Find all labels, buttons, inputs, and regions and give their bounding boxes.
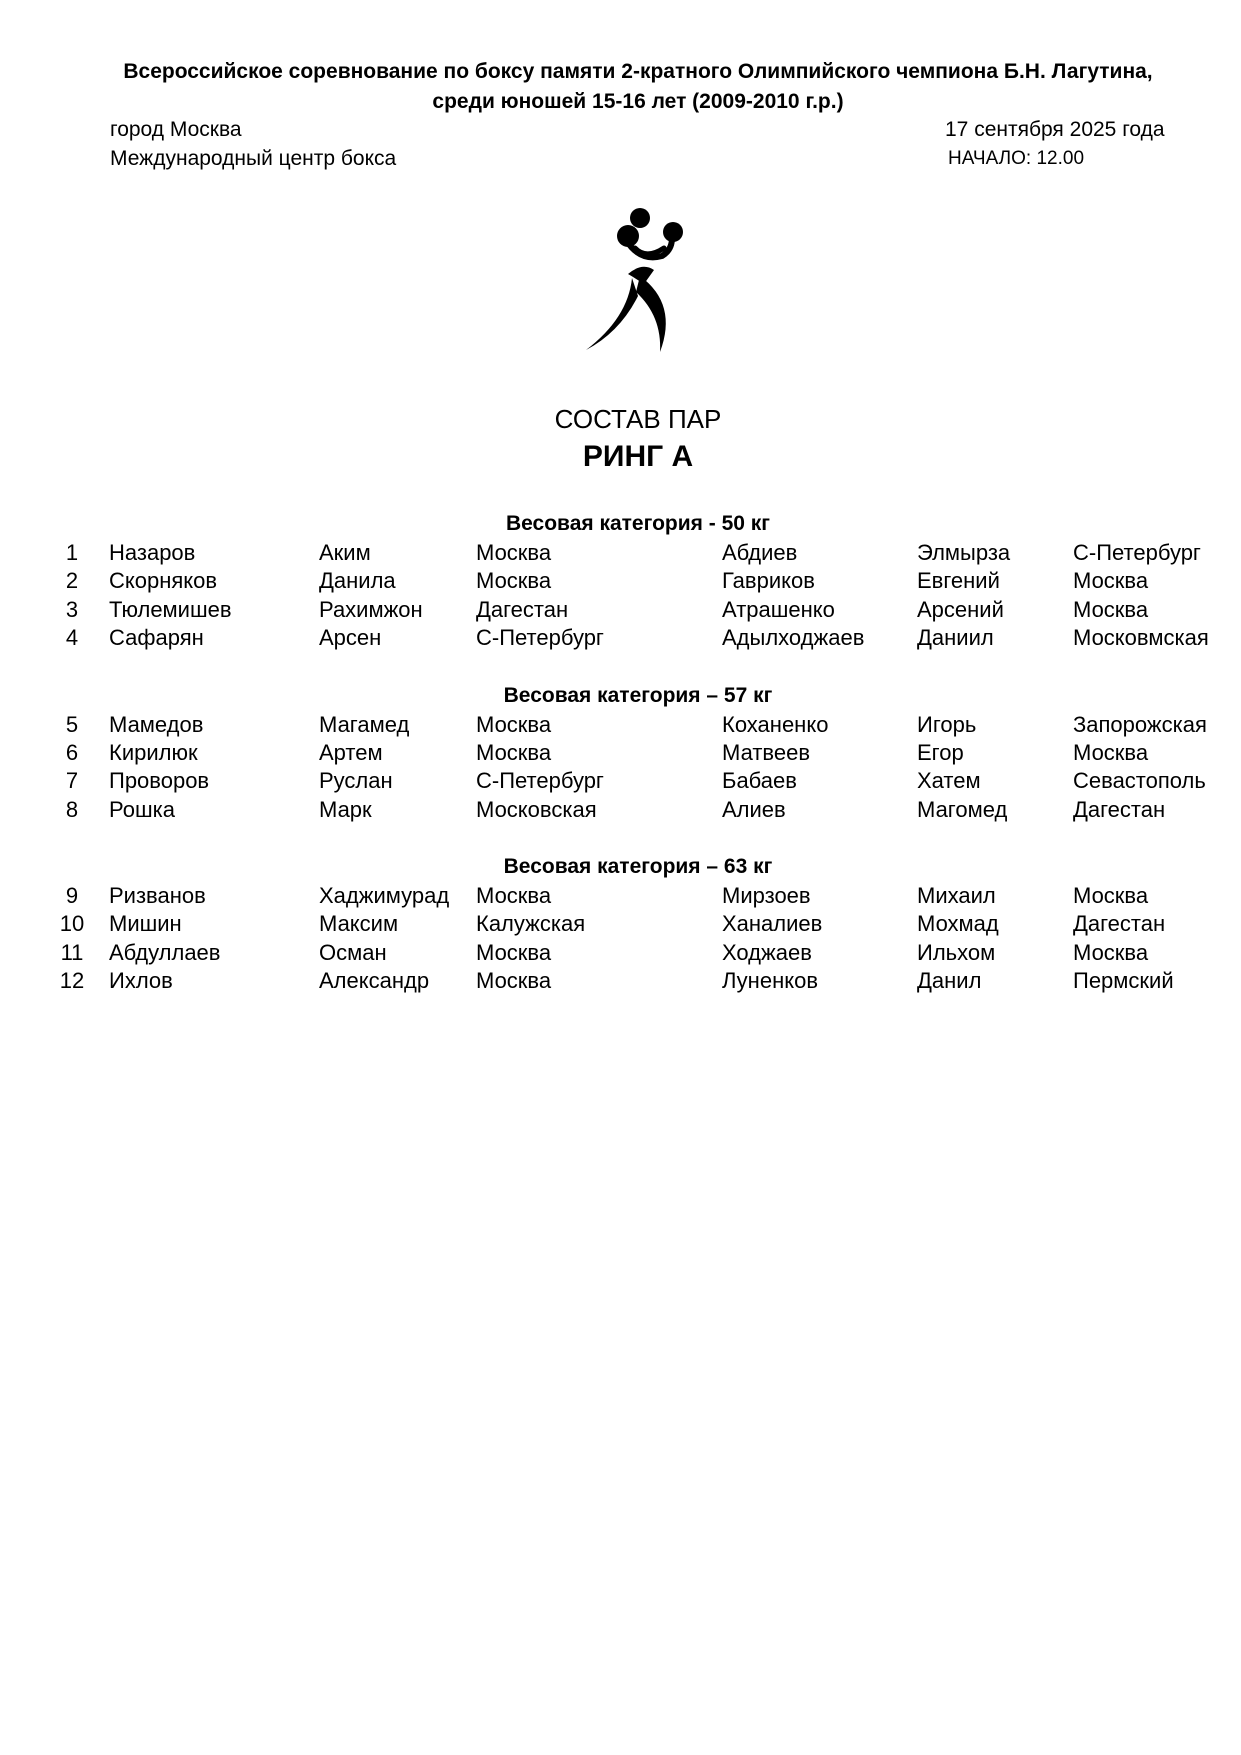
boxer-b-last-name: Алиев — [722, 797, 786, 822]
boxer-a-first-name: Магамед — [319, 712, 410, 737]
boxer-b-region: Дагестан — [1073, 911, 1166, 936]
boxer-a-region: Москва — [476, 540, 552, 565]
boxer-b-last-name: Ханалиев — [722, 911, 823, 936]
boxer-a-region: Москва — [476, 740, 552, 765]
boxer-a-first-name: Марк — [319, 797, 372, 822]
boxer-b-region: Дагестан — [1073, 797, 1166, 822]
boxer-a-last-name: Мишин — [109, 911, 182, 936]
boxer-a-last-name: Рошка — [109, 797, 175, 822]
boxer-a-first-name: Артем — [319, 740, 383, 765]
boxer-a-region: Москва — [476, 940, 552, 965]
category-heading-63kg: Весовая категория – 63 кг — [503, 855, 773, 878]
boxer-b-last-name: Луненков — [722, 968, 819, 993]
boxer-a-last-name: Абдуллаев — [109, 940, 221, 965]
table-row — [0, 883, 1241, 911]
bout-number: 9 — [65, 883, 79, 908]
boxer-b-first-name: Элмырза — [917, 540, 1011, 565]
boxer-b-region: С-Петербург — [1073, 540, 1201, 565]
boxer-b-last-name: Бабаев — [722, 768, 797, 793]
boxer-a-last-name: Ризванов — [109, 883, 206, 908]
category-heading-57kg: Весовая категория – 57 кг — [503, 684, 773, 707]
boxer-a-region: С-Петербург — [476, 625, 604, 650]
boxer-b-last-name: Ходжаев — [722, 940, 812, 965]
boxer-b-first-name: Даниил — [917, 625, 994, 650]
boxer-b-first-name: Игорь — [917, 712, 977, 737]
bout-number: 12 — [59, 968, 85, 993]
boxer-a-first-name: Рахимжон — [319, 597, 423, 622]
boxer-b-region: Москва — [1073, 597, 1149, 622]
bout-number: 2 — [65, 568, 79, 593]
boxer-a-last-name: Кирилюк — [109, 740, 198, 765]
venue-label: Международный центр бокса — [110, 147, 397, 170]
table-row — [0, 911, 1241, 939]
boxer-pictogram-icon — [580, 200, 690, 360]
table-row — [0, 968, 1241, 996]
table-row — [0, 768, 1241, 796]
boxer-b-first-name: Егор — [917, 740, 964, 765]
table-row — [0, 712, 1241, 740]
boxer-a-region: Москва — [476, 568, 552, 593]
table-row — [0, 797, 1241, 825]
boxer-a-last-name: Назаров — [109, 540, 196, 565]
boxer-a-last-name: Мамедов — [109, 712, 204, 737]
boxer-b-last-name: Коханенко — [722, 712, 829, 737]
title-line-1: Всероссийское соревнование по боксу памяти 2-кратного Олимпийского чемпиона Б.Н. Лагутина, — [123, 60, 1153, 83]
boxer-b-first-name: Евгений — [917, 568, 1000, 593]
boxer-a-last-name: Тюлемишев — [109, 597, 232, 622]
boxer-a-first-name: Александр — [319, 968, 430, 993]
boxer-b-region: Москва — [1073, 883, 1149, 908]
boxer-b-region: Московмская — [1073, 625, 1209, 650]
boxer-b-last-name: Адылходжаев — [722, 625, 865, 650]
boxer-b-last-name: Мирзоев — [722, 883, 811, 908]
bout-number: 1 — [65, 540, 79, 565]
category-heading-50kg: Весовая категория - 50 кг — [505, 512, 771, 535]
boxer-a-region: Калужская — [476, 911, 586, 936]
table-row — [0, 625, 1241, 653]
bout-number: 8 — [65, 797, 79, 822]
boxer-a-first-name: Руслан — [319, 768, 393, 793]
boxer-b-region: Москва — [1073, 740, 1149, 765]
boxer-b-first-name: Хатем — [917, 768, 981, 793]
boxer-a-first-name: Хаджимурад — [319, 883, 450, 908]
boxer-a-region: Московская — [476, 797, 597, 822]
date-label: 17 сентября 2025 года — [945, 118, 1165, 141]
boxer-a-region: Москва — [476, 712, 552, 737]
table-row — [0, 740, 1241, 768]
boxer-a-first-name: Осман — [319, 940, 387, 965]
boxer-b-region: Москва — [1073, 940, 1149, 965]
boxer-b-first-name: Ильхом — [917, 940, 996, 965]
bout-number: 3 — [65, 597, 79, 622]
boxer-b-first-name: Магомед — [917, 797, 1008, 822]
bout-number: 7 — [65, 768, 79, 793]
bout-number: 4 — [65, 625, 79, 650]
section-title: СОСТАВ ПАР — [554, 404, 722, 434]
boxer-b-first-name: Данил — [917, 968, 982, 993]
ring-title: РИНГ А — [582, 440, 694, 473]
city-label: город Москва — [110, 118, 242, 141]
table-row — [0, 540, 1241, 568]
boxer-a-first-name: Данила — [319, 568, 396, 593]
title-line-2: среди юношей 15-16 лет (2009-2010 г.р.) — [432, 90, 844, 113]
table-row — [0, 568, 1241, 596]
boxer-a-last-name: Ихлов — [109, 968, 173, 993]
boxer-b-last-name: Абдиев — [722, 540, 798, 565]
bout-number: 11 — [60, 940, 84, 965]
boxer-b-region: Запорожская — [1073, 712, 1207, 737]
boxer-a-region: Москва — [476, 883, 552, 908]
boxer-a-first-name: Максим — [319, 911, 399, 936]
table-row — [0, 940, 1241, 968]
table-row — [0, 597, 1241, 625]
start-time-label: НАЧАЛО: 12.00 — [948, 148, 1085, 169]
boxer-b-region: Москва — [1073, 568, 1149, 593]
boxer-a-region: С-Петербург — [476, 768, 604, 793]
boxer-b-region: Севастополь — [1073, 768, 1206, 793]
boxer-a-region: Москва — [476, 968, 552, 993]
boxer-b-last-name: Матвеев — [722, 740, 810, 765]
boxer-a-last-name: Скорняков — [109, 568, 218, 593]
boxer-b-first-name: Мохмад — [917, 911, 999, 936]
boxer-a-region: Дагестан — [476, 597, 569, 622]
bout-number: 5 — [65, 712, 79, 737]
boxer-b-last-name: Гавриков — [722, 568, 815, 593]
boxer-b-last-name: Атрашенко — [722, 597, 835, 622]
bout-number: 6 — [65, 740, 79, 765]
boxer-a-last-name: Сафарян — [109, 625, 204, 650]
boxer-b-first-name: Михаил — [917, 883, 996, 908]
boxer-a-last-name: Проворов — [109, 768, 210, 793]
boxer-a-first-name: Аким — [319, 540, 371, 565]
boxer-a-first-name: Арсен — [319, 625, 382, 650]
boxer-b-region: Пермский — [1073, 968, 1174, 993]
bout-number: 10 — [59, 911, 85, 936]
boxer-b-first-name: Арсений — [917, 597, 1004, 622]
